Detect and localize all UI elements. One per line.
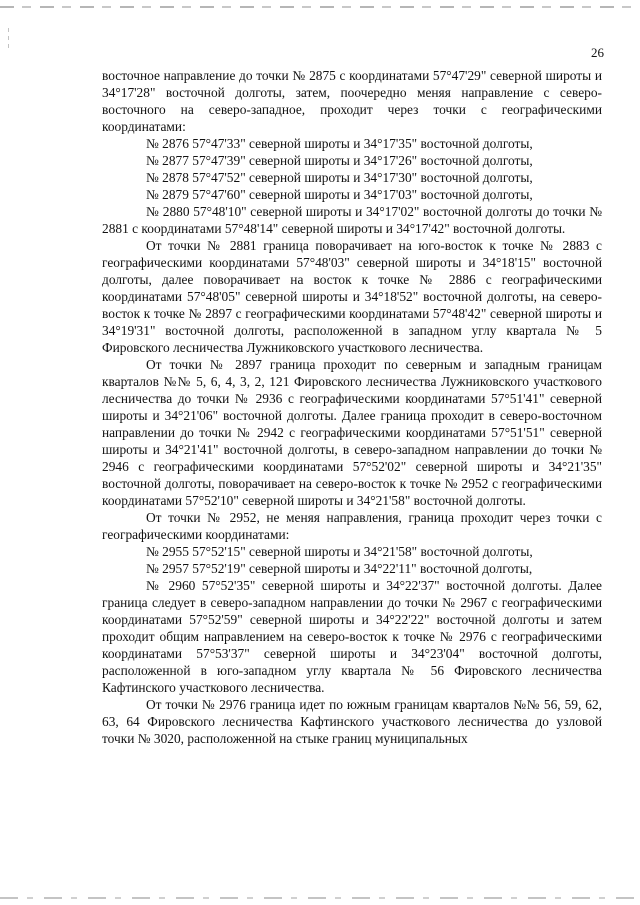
scan-edge-bottom bbox=[0, 897, 640, 899]
coordinate-list-item: № 2879 57°47'60" северной широты и 34°17'03" восточной долготы, bbox=[146, 187, 533, 202]
coordinate-list-item: № 2955 57°52'15" северной широты и 34°21'58" восточной долготы, bbox=[146, 544, 533, 559]
coordinate-list-item: № 2960 57°52'35" северной широты и 34°22'37" восточной долготы. Далее граница следует в северо-западном направлении до точки № 2967 с географическими координатами 57°52'59" северной широты и 34°22'22" восточной долготы и затем проходит общим направлением на северо-восток к точке № 2976 с географическими координатами 57°53'37" северной широты и 34°23'04" восточной долготы, расположенной в юго-западном углу квартала № 56 Фировского лесничества Кафтинского участкового лесничества. bbox=[102, 578, 602, 695]
coordinate-list-item: № 2877 57°47'39" северной широты и 34°17'26" восточной долготы, bbox=[146, 153, 533, 168]
coordinate-list-item: № 2957 57°52'19" северной широты и 34°22'11" восточной долготы, bbox=[146, 561, 533, 576]
paragraph: восточное направление до точки № 2875 с координатами 57°47'29" северной широты и 34°17'28" восточной долготы, затем, поочередно меняя направление с северо-восточного на северо-западное, проходит через точки с географическими координатами: bbox=[102, 68, 602, 134]
paragraph: От точки № 2881 граница поворачивает на юго-восток к точке № 2883 с географическими координатами 57°48'03" северной широты и 34°18'15" восточной долготы, далее поворачивает на восток к точке № 2886 с географическими координатами 57°48'05" северной широты и 34°18'52" восточной долготы, на северо-восток к точке № 2897 с географическими координатами 57°48'42" северной широты и 34°19'31" восточной долготы, расположенной в западном углу квартала № 5 Фировского лесничества Лужниковского участкового лесничества. bbox=[102, 238, 602, 355]
paragraph: От точки № 2976 граница идет по южным границам кварталов №№ 56, 59, 62, 63, 64 Фировского лесничества Кафтинского участкового лесничества до узловой точки № 3020, расположенной на стыке границ муниципальных bbox=[102, 697, 602, 746]
coordinate-list-item: № 2880 57°48'10" северной широты и 34°17'02" восточной долготы до точки № 2881 с координатами 57°48'14" северной широты и 34°17'42" восточной долготы. bbox=[102, 204, 602, 236]
coordinate-list-item: № 2878 57°47'52" северной широты и 34°17'30" восточной долготы, bbox=[146, 170, 533, 185]
scan-edge-left bbox=[8, 28, 9, 50]
paragraph: От точки № 2952, не меняя направления, граница проходит через точки с географическими координатами: bbox=[102, 510, 602, 542]
document-body bbox=[102, 67, 602, 747]
scan-edge-top bbox=[0, 6, 640, 8]
paragraph: От точки № 2897 граница проходит по северным и западным границам кварталов №№ 5, 6, 4, 3, 2, 121 Фировского лесничества Лужниковского участкового лесничества до точки № 2936 с географическими координатами 57°51'41" северной широты и 34°21'06" восточной долготы. Далее граница проходит в северо-восточном направлении до точки № 2942 с географическими координатами 57°51'51" северной широты и 34°21'41" восточной долготы, в северо-западном направлении до точки № 2946 с географическими координатами 57°52'02" северной широты и 34°21'35" восточной долготы, поворачивает на северо-восток к точке № 2952 с географическими координатами 57°52'10" северной широты и 34°21'58" восточной долготы. bbox=[102, 357, 602, 508]
coordinate-list-item: № 2876 57°47'33" северной широты и 34°17'35" восточной долготы, bbox=[146, 136, 533, 151]
page-number: 26 bbox=[591, 45, 604, 60]
